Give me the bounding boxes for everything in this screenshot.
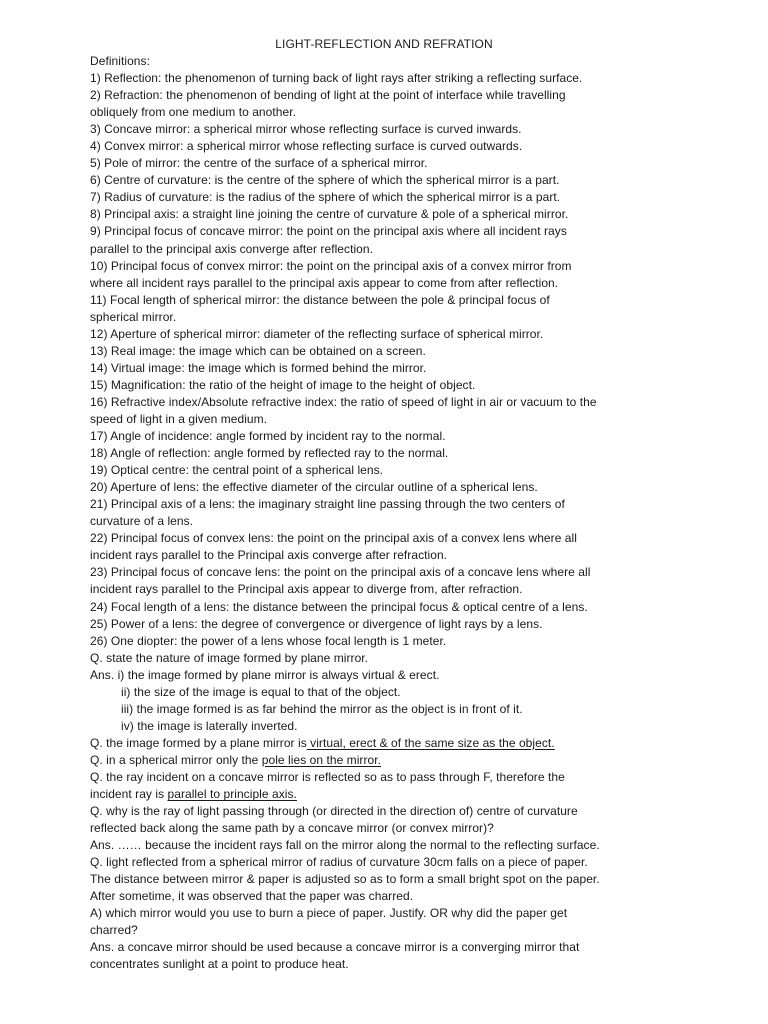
text-line bbox=[90, 837, 686, 854]
text-line bbox=[90, 530, 686, 547]
text-line bbox=[90, 155, 686, 172]
text-segment: 24) Focal length of a lens: the distance between the principal focus & optical centre of a lens. bbox=[90, 599, 588, 614]
text-segment: reflected back along the same path by a concave mirror (or convex mirror)? bbox=[90, 821, 494, 836]
text-segment: 18) Angle of reflection: angle formed by reflected ray to the normal. bbox=[90, 446, 449, 461]
underlined-answer: parallel to principle axis. bbox=[167, 787, 297, 802]
text-line bbox=[90, 735, 686, 752]
text-line bbox=[90, 172, 686, 189]
text-segment: 2) Refraction: the phenomenon of bending of light at the point of interface while travelling bbox=[90, 88, 566, 103]
text-line bbox=[90, 786, 686, 803]
text-line bbox=[90, 888, 686, 905]
text-line bbox=[90, 956, 686, 973]
text-line bbox=[90, 854, 686, 871]
text-segment: Ans. …… because the incident rays fall on the mirror along the normal to the reflecting surface. bbox=[90, 838, 600, 853]
text-segment: Q. the ray incident on a concave mirror is reflected so as to pass through F, therefore the bbox=[90, 769, 565, 784]
text-line bbox=[90, 292, 686, 309]
text-segment: 8) Principal axis: a straight line joining the centre of curvature & pole of a spherical mirror. bbox=[90, 207, 569, 222]
text-segment: 17) Angle of incidence: angle formed by incident ray to the normal. bbox=[90, 429, 446, 444]
text-line bbox=[90, 513, 686, 530]
text-line bbox=[90, 752, 686, 769]
text-line bbox=[90, 445, 686, 462]
text-segment: Q. state the nature of image formed by plane mirror. bbox=[90, 650, 369, 665]
text-line bbox=[90, 871, 686, 888]
text-line bbox=[90, 684, 686, 701]
text-segment: A) which mirror would you use to burn a piece of paper. Justify. OR why did the paper get bbox=[90, 906, 568, 921]
text-line bbox=[90, 581, 686, 598]
text-line bbox=[90, 104, 686, 121]
text-line bbox=[90, 206, 686, 223]
text-segment: spherical mirror. bbox=[90, 309, 177, 324]
text-line bbox=[90, 650, 686, 667]
text-line bbox=[90, 258, 686, 275]
text-segment: Q. why is the ray of light passing through (or directed in the direction of) centre of curvature bbox=[90, 804, 578, 819]
text-segment: Q. light reflected from a spherical mirror of radius of curvature 30cm falls on a piece of paper. bbox=[90, 855, 588, 870]
text-segment: 9) Principal focus of concave mirror: the point on the principal axis where all incident rays bbox=[90, 224, 567, 239]
text-line bbox=[90, 547, 686, 564]
text-segment: 11) Focal length of spherical mirror: the distance between the pole & principal focus of bbox=[90, 292, 550, 307]
text-line bbox=[90, 87, 686, 104]
text-segment: 23) Principal focus of concave lens: the point on the principal axis of a concave lens where all bbox=[90, 565, 591, 580]
text-line bbox=[90, 667, 686, 684]
text-segment: 22) Principal focus of convex lens: the point on the principal axis of a convex lens where all bbox=[90, 531, 577, 546]
text-line bbox=[90, 616, 686, 633]
text-line bbox=[90, 70, 686, 87]
text-line bbox=[90, 326, 686, 343]
text-segment: 10) Principal focus of convex mirror: the point on the principal axis of a convex mirror from bbox=[90, 258, 572, 273]
text-line bbox=[90, 769, 686, 786]
text-segment: Definitions: bbox=[90, 54, 150, 68]
text-segment: 15) Magnification: the ratio of the height of image to the height of object. bbox=[90, 377, 476, 392]
text-line bbox=[90, 479, 686, 496]
text-segment: charred? bbox=[90, 923, 138, 938]
text-line bbox=[90, 138, 686, 155]
text-line bbox=[90, 53, 686, 70]
text-segment: Q. the image formed by a plane mirror is bbox=[90, 735, 307, 750]
text-segment: iii) the image formed is as far behind the mirror as the object is in front of it. bbox=[121, 701, 523, 716]
text-segment: 25) Power of a lens: the degree of convergence or divergence of light rays by a lens. bbox=[90, 616, 543, 631]
text-line bbox=[90, 223, 686, 240]
text-segment: incident rays parallel to the Principal axis appear to diverge from, after refraction. bbox=[90, 582, 523, 597]
text-segment: 1) Reflection: the phenomenon of turning back of light rays after striking a reflecting surface. bbox=[90, 71, 583, 86]
text-segment: 7) Radius of curvature: is the radius of the sphere of which the spherical mirror is a part. bbox=[90, 190, 561, 205]
text-segment: 6) Centre of curvature: is the centre of the sphere of which the spherical mirror is a part. bbox=[90, 173, 560, 188]
text-segment: where all incident rays parallel to the principal axis appear to come from after reflection. bbox=[90, 275, 559, 290]
text-line bbox=[90, 922, 686, 939]
underlined-answer: pole lies on the mirror. bbox=[261, 752, 382, 767]
text-segment: 3) Concave mirror: a spherical mirror whose reflecting surface is curved inwards. bbox=[90, 122, 522, 137]
text-segment: 4) Convex mirror: a spherical mirror whose reflecting surface is curved outwards. bbox=[90, 139, 523, 154]
text-segment: Ans. i) the image formed by plane mirror is always virtual & erect. bbox=[90, 667, 440, 682]
text-segment: 5) Pole of mirror: the centre of the surface of a spherical mirror. bbox=[90, 156, 428, 171]
text-segment: 16) Refractive index/Absolute refractive index: the ratio of speed of light in air or vacuum to the bbox=[90, 394, 597, 409]
text-segment: 26) One diopter: the power of a lens whose focal length is 1 meter. bbox=[90, 633, 447, 648]
text-segment: obliquely from one medium to another. bbox=[90, 105, 296, 120]
text-segment: 20) Aperture of lens: the effective diameter of the circular outline of a spherical lens. bbox=[90, 480, 538, 495]
text-segment: concentrates sunlight at a point to produce heat. bbox=[90, 957, 349, 972]
text-segment: Ans. a concave mirror should be used because a concave mirror is a converging mirror that bbox=[90, 940, 580, 955]
underlined-answer: virtual, erect & of the same size as the object. bbox=[306, 735, 555, 750]
text-segment: 12) Aperture of spherical mirror: diameter of the reflecting surface of spherical mirror. bbox=[90, 326, 544, 341]
text-segment: iv) the image is laterally inverted. bbox=[121, 718, 298, 733]
text-line bbox=[90, 309, 686, 326]
text-line bbox=[90, 462, 686, 479]
text-line bbox=[90, 377, 686, 394]
text-line bbox=[90, 343, 686, 360]
document-body bbox=[90, 53, 686, 974]
text-line bbox=[90, 496, 686, 513]
text-line bbox=[90, 718, 686, 735]
text-segment: Q. in a spherical mirror only the bbox=[90, 752, 262, 767]
text-segment: ii) the size of the image is equal to that of the object. bbox=[121, 684, 401, 699]
text-segment: incident ray is bbox=[90, 787, 168, 802]
text-line bbox=[90, 633, 686, 650]
page-title: LIGHT-REFLECTION AND REFRATION bbox=[275, 37, 493, 51]
text-segment: 14) Virtual image: the image which is formed behind the mirror. bbox=[90, 360, 427, 375]
text-line bbox=[90, 428, 686, 445]
text-line bbox=[90, 905, 686, 922]
text-line bbox=[90, 820, 686, 837]
text-line bbox=[90, 411, 686, 428]
text-line bbox=[90, 189, 686, 206]
text-line bbox=[90, 360, 686, 377]
text-line bbox=[90, 564, 686, 581]
text-segment: speed of light in a given medium. bbox=[90, 411, 268, 426]
text-line bbox=[90, 394, 686, 411]
text-segment: incident rays parallel to the Principal axis converge after refraction. bbox=[90, 548, 448, 563]
text-line bbox=[90, 701, 686, 718]
text-segment: 19) Optical centre: the central point of a spherical lens. bbox=[90, 463, 384, 478]
text-segment: After sometime, it was observed that the paper was charred. bbox=[90, 889, 414, 904]
text-line bbox=[90, 241, 686, 258]
text-segment: curvature of a lens. bbox=[90, 514, 194, 529]
text-segment: The distance between mirror & paper is adjusted so as to form a small bright spot on the paper. bbox=[90, 872, 600, 887]
text-segment: 13) Real image: the image which can be obtained on a screen. bbox=[90, 343, 426, 358]
text-segment: 21) Principal axis of a lens: the imaginary straight line passing through the two centers of bbox=[90, 497, 565, 512]
text-line bbox=[90, 275, 686, 292]
text-line bbox=[90, 599, 686, 616]
text-segment: parallel to the principal axis converge after reflection. bbox=[90, 241, 373, 256]
text-line bbox=[90, 803, 686, 820]
text-line bbox=[90, 121, 686, 138]
text-line bbox=[90, 939, 686, 956]
